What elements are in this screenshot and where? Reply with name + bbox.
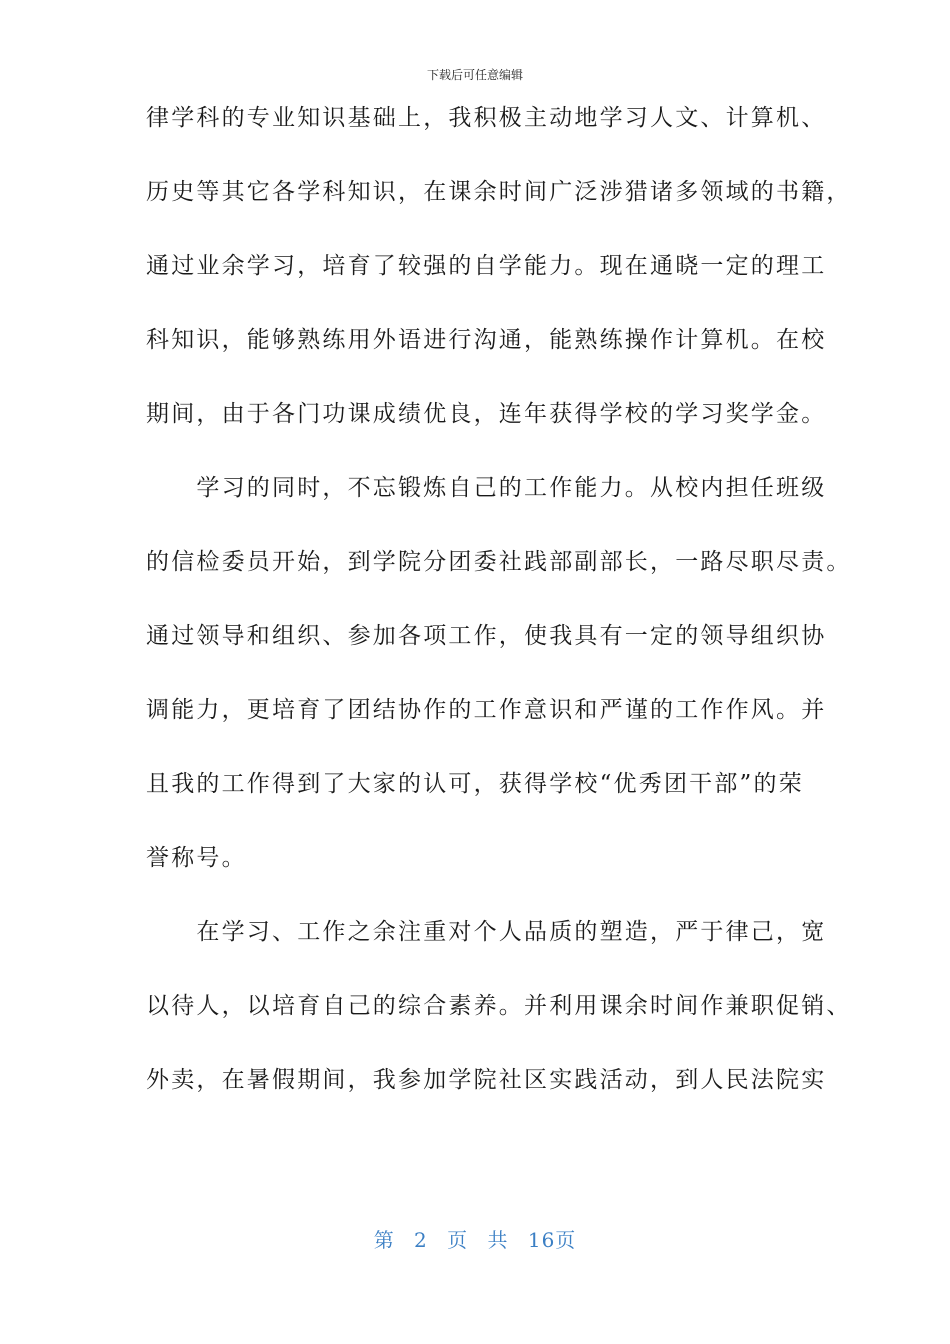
text-line: 学习的同时，不忘锻炼自己的工作能力。从校内担任班级 xyxy=(146,475,827,501)
page-footer xyxy=(0,1224,950,1253)
text-line: 外卖，在暑假期间，我参加学院社区实践活动，到人民法院实 xyxy=(146,1067,827,1093)
text-line: 通过业余学习，培育了较强的自学能力。现在通晓一定的理工 xyxy=(146,253,827,279)
document-body xyxy=(146,92,852,1128)
text-line: 在学习、工作之余注重对个人品质的塑造，严于律己，宽 xyxy=(146,919,827,945)
footer-page-number: 2 xyxy=(414,1228,428,1252)
text-line: 调能力，更培育了团结协作的工作意识和严谨的工作作风。并 xyxy=(146,697,827,723)
text-line: 的信检委员开始，到学院分团委社践部副部长，一路尽职尽责。 xyxy=(146,549,852,575)
footer-total-pages: 16页 xyxy=(527,1228,577,1252)
text-line: 律学科的专业知识基础上，我积极主动地学习人文、计算机、 xyxy=(146,105,827,131)
text-line: 且我的工作得到了大家的认可，获得学校“优秀团干部”的荣 xyxy=(146,771,804,797)
text-line: 誉称号。 xyxy=(146,845,247,871)
text-line: 期间，由于各门功课成绩优良，连年获得学校的学习奖学金。 xyxy=(146,401,827,427)
footer-di: 第 xyxy=(373,1228,395,1252)
text-line: 历史等其它各学科知识，在课余时间广泛涉猎诸多领域的书籍， xyxy=(146,179,852,205)
text-line: 科知识，能够熟练用外语进行沟通，能熟练操作计算机。在校 xyxy=(146,327,827,353)
text-line: 通过领导和组织、参加各项工作，使我具有一定的领导组织协 xyxy=(146,623,827,649)
footer-gong: 共 xyxy=(487,1228,509,1252)
header-note: 下载后可任意编辑 xyxy=(426,68,523,82)
footer-ye: 页 xyxy=(447,1228,469,1252)
text-line: 以待人，以培育自己的综合素养。并利用课余时间作兼职促销、 xyxy=(146,993,852,1019)
